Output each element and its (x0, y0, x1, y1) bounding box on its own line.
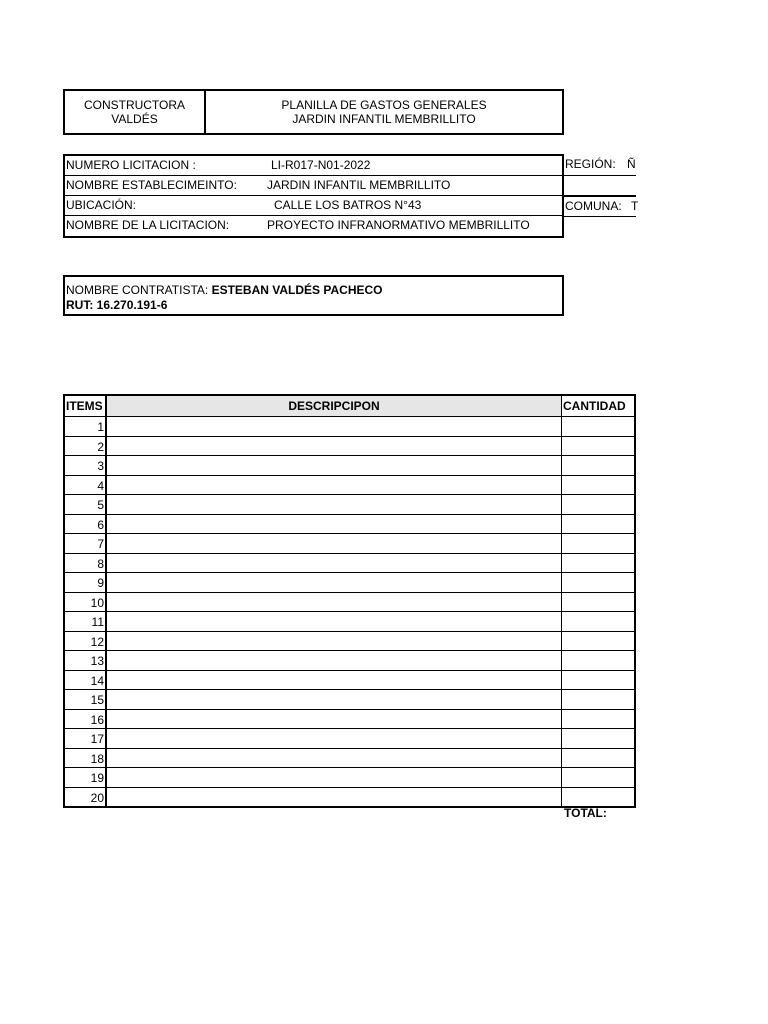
establecimiento-label: NOMBRE ESTABLECIMEINTO: (66, 178, 237, 192)
table-row (65, 515, 634, 535)
contractor-box (63, 275, 564, 316)
item-quantity-cell[interactable] (562, 456, 634, 475)
table-row (65, 612, 634, 632)
item-quantity-cell[interactable] (562, 729, 634, 748)
item-description-cell[interactable] (107, 515, 562, 534)
item-quantity-cell[interactable] (562, 593, 634, 612)
item-number: 13 (65, 651, 107, 670)
item-quantity-cell[interactable] (562, 437, 634, 456)
comuna-label: COMUNA: (565, 199, 622, 213)
item-number: 12 (65, 632, 107, 651)
table-row (65, 729, 634, 749)
item-description-cell[interactable] (107, 456, 562, 475)
table-row (65, 456, 634, 476)
info-row-ubicacion (65, 196, 562, 216)
table-row (65, 437, 634, 457)
item-quantity-cell[interactable] (562, 788, 634, 807)
item-quantity-cell[interactable] (562, 710, 634, 729)
item-number: 2 (65, 437, 107, 456)
item-description-cell[interactable] (107, 534, 562, 553)
item-description-cell[interactable] (107, 593, 562, 612)
contractor-rut-value: 16.270.191-6 (96, 298, 168, 312)
item-description-cell[interactable] (107, 729, 562, 748)
info-row-licitacion (65, 216, 562, 236)
document-header (63, 89, 564, 135)
item-description-cell[interactable] (107, 768, 562, 787)
item-quantity-cell[interactable] (562, 495, 634, 514)
item-number: 11 (65, 612, 107, 631)
item-description-cell[interactable] (107, 495, 562, 514)
item-number: 16 (65, 710, 107, 729)
ubicacion-label: UBICACIÓN: (66, 198, 137, 212)
tender-info-table (63, 154, 564, 238)
item-quantity-cell[interactable] (562, 573, 634, 592)
item-number: 18 (65, 749, 107, 768)
item-number: 14 (65, 671, 107, 690)
item-description-cell[interactable] (107, 437, 562, 456)
info-row-numero (65, 156, 562, 176)
comuna-underline (564, 216, 636, 217)
items-table-body (65, 417, 634, 806)
item-quantity-cell[interactable] (562, 651, 634, 670)
item-number: 15 (65, 690, 107, 709)
item-description-cell[interactable] (107, 632, 562, 651)
item-number: 4 (65, 476, 107, 495)
region-label: REGIÓN: (565, 157, 616, 171)
table-row (65, 417, 634, 437)
table-row (65, 476, 634, 496)
contractor-rut-label: RUT: (66, 298, 94, 312)
item-number: 10 (65, 593, 107, 612)
table-row (65, 671, 634, 691)
table-row (65, 554, 634, 574)
total-label: TOTAL: (564, 806, 607, 820)
numero-value: LI-R017-N01-2022 (271, 158, 371, 172)
item-number: 3 (65, 456, 107, 475)
region-value: Ñ (627, 157, 636, 171)
contractor-name-value: ESTEBAN VALDÉS PACHECO (211, 283, 383, 297)
info-row-establecimiento (65, 176, 562, 196)
table-row (65, 788, 634, 807)
contractor-name-label: NOMBRE CONTRATISTA: (66, 283, 209, 297)
title-line-1: PLANILLA DE GASTOS GENERALES (281, 98, 487, 112)
item-quantity-cell[interactable] (562, 632, 634, 651)
table-row (65, 573, 634, 593)
company-name (65, 91, 206, 133)
item-description-cell[interactable] (107, 554, 562, 573)
item-quantity-cell[interactable] (562, 768, 634, 787)
table-row (65, 534, 634, 554)
table-row (65, 749, 634, 769)
item-quantity-cell[interactable] (562, 749, 634, 768)
table-row (65, 651, 634, 671)
item-quantity-cell[interactable] (562, 690, 634, 709)
item-quantity-cell[interactable] (562, 612, 634, 631)
item-number: 1 (65, 417, 107, 436)
item-number: 8 (65, 554, 107, 573)
item-description-cell[interactable] (107, 671, 562, 690)
item-description-cell[interactable] (107, 417, 562, 436)
company-line-2: VALDÉS (111, 112, 158, 126)
item-description-cell[interactable] (107, 690, 562, 709)
item-number: 17 (65, 729, 107, 748)
item-number: 7 (65, 534, 107, 553)
item-quantity-cell[interactable] (562, 515, 634, 534)
licitacion-value: PROYECTO INFRANORMATIVO MEMBRILLITO (267, 218, 530, 232)
item-quantity-cell[interactable] (562, 476, 634, 495)
table-row (65, 632, 634, 652)
item-number: 9 (65, 573, 107, 592)
item-description-cell[interactable] (107, 788, 562, 807)
ubicacion-value: CALLE LOS BATROS N°43 (274, 198, 422, 212)
item-description-cell[interactable] (107, 749, 562, 768)
item-number: 5 (65, 495, 107, 514)
table-row (65, 710, 634, 730)
item-quantity-cell[interactable] (562, 417, 634, 436)
table-row (65, 690, 634, 710)
table-row (65, 768, 634, 788)
table-row (65, 495, 634, 515)
item-number: 6 (65, 515, 107, 534)
establecimiento-value: JARDIN INFANTIL MEMBRILLITO (267, 178, 451, 192)
item-description-cell[interactable] (107, 612, 562, 631)
comuna-value: T (631, 199, 639, 213)
item-quantity-cell[interactable] (562, 534, 634, 553)
table-row (65, 593, 634, 613)
item-description-cell[interactable] (107, 573, 562, 592)
header-descripcion: DESCRIPCIPON (107, 396, 562, 416)
comuna-topline (564, 195, 636, 197)
item-description-cell[interactable] (107, 651, 562, 670)
item-number: 20 (65, 788, 107, 807)
company-line-1: CONSTRUCTORA (83, 98, 186, 112)
item-description-cell[interactable] (107, 476, 562, 495)
item-quantity-cell[interactable] (562, 554, 634, 573)
items-table-header (65, 396, 634, 417)
item-description-cell[interactable] (107, 710, 562, 729)
contractor-name-line (66, 283, 562, 298)
item-quantity-cell[interactable] (562, 671, 634, 690)
region-underline (564, 175, 636, 176)
header-cantidad: CANTIDAD (563, 399, 626, 413)
document-title (206, 91, 562, 133)
licitacion-label: NOMBRE DE LA LICITACION: (66, 218, 230, 232)
numero-label: NUMERO LICITACION : (66, 158, 196, 172)
item-number: 19 (65, 768, 107, 787)
items-table (63, 394, 636, 808)
title-line-2: JARDIN INFANTIL MEMBRILLITO (292, 112, 476, 126)
contractor-rut-line (66, 298, 562, 313)
header-items: ITEMS (65, 396, 107, 416)
